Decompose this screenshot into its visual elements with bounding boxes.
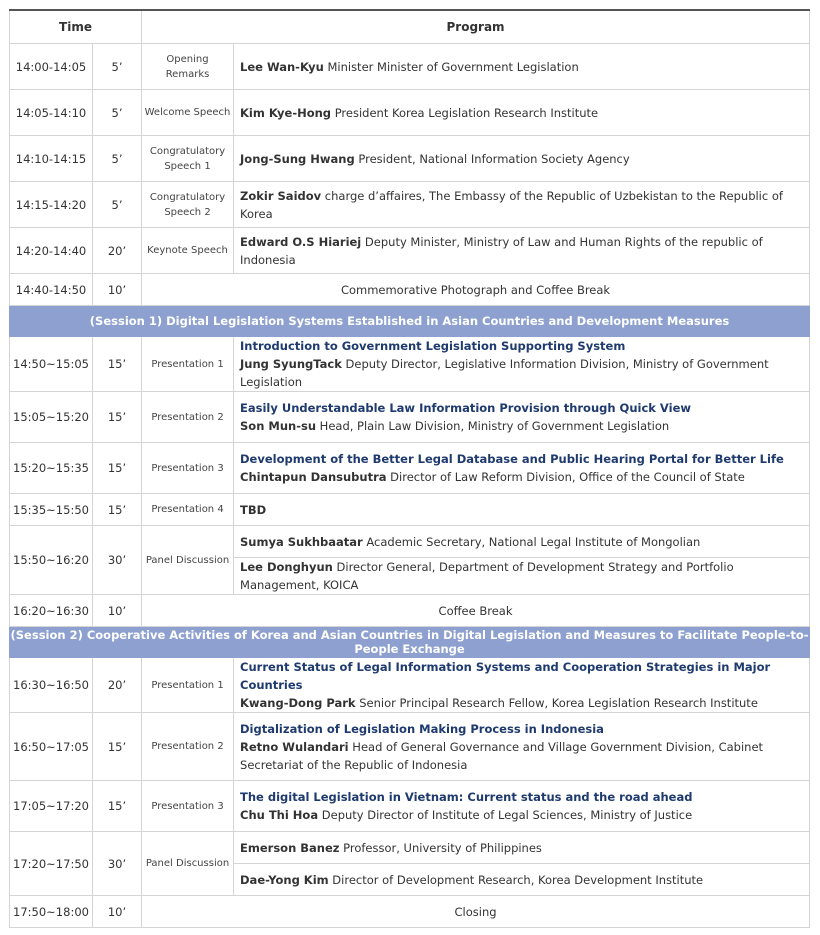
row-program <box>234 526 810 558</box>
row-time: 15:05~15:20 <box>10 392 93 443</box>
header-program: Program <box>142 10 810 44</box>
row-time: 17:20~17:50 <box>10 832 93 896</box>
speaker-role: Director of Development Research, Korea Development Institute <box>328 872 704 887</box>
speaker-role: Senior Principal Research Fellow, Korea Legislation Research Institute <box>355 696 758 710</box>
row-duration: 20’ <box>93 228 142 274</box>
speaker-name: Emerson Banez <box>240 840 340 855</box>
row-time: 14:05-14:10 <box>10 90 93 136</box>
speaker-name: Edward O.S Hiariej <box>240 234 362 249</box>
row-program <box>234 228 810 274</box>
table-row <box>10 274 810 306</box>
row-duration: 5’ <box>93 44 142 90</box>
row-program <box>234 558 810 595</box>
row-program: Coffee Break <box>142 595 810 627</box>
speaker-role: Minister Minister of Government Legislation <box>323 59 579 74</box>
speaker-name: Jung SyungTack <box>240 357 342 371</box>
row-duration: 5’ <box>93 136 142 182</box>
row-type: Welcome Speech <box>142 90 234 136</box>
row-duration: 5’ <box>93 182 142 228</box>
speaker-name: Retno Wulandari <box>240 739 349 754</box>
row-duration: 30’ <box>93 526 142 595</box>
row-program <box>234 832 810 864</box>
row-time: 16:20~16:30 <box>10 595 93 627</box>
row-type: Panel Discussion <box>142 832 234 896</box>
speaker-role: Deputy Director, Legislative Information Division, Ministry of Government Legislation <box>240 357 769 389</box>
speaker-role: Head of General Governance and Village Government Division, Cabinet Secretariat of the Republic of Indonesia <box>240 739 764 772</box>
row-duration: 15’ <box>93 392 142 443</box>
presentation-title: Current Status of Legal Information Systems and Cooperation Strategies in Major Countries <box>240 660 771 692</box>
speaker-role: Deputy Minister, Ministry of Law and Human Rights of the republic of Indonesia <box>240 234 763 267</box>
row-type: Presentation 3 <box>142 443 234 494</box>
presentation-title: Introduction to Government Legislation Supporting System <box>240 339 626 353</box>
table-row <box>10 44 810 90</box>
table-row <box>10 228 810 274</box>
header-time: Time <box>10 10 142 44</box>
row-type: Presentation 1 <box>142 658 234 713</box>
table-row <box>10 658 810 713</box>
row-program <box>234 182 810 228</box>
row-duration: 10’ <box>93 896 142 928</box>
speaker-name: Dae-Yong Kim <box>240 872 329 887</box>
table-row <box>10 713 810 781</box>
table-row <box>10 781 810 832</box>
row-type: Presentation 4 <box>142 494 234 526</box>
program-table <box>9 9 810 928</box>
row-duration: 15’ <box>93 781 142 832</box>
row-duration: 10’ <box>93 595 142 627</box>
row-time: 14:40-14:50 <box>10 274 93 306</box>
speaker-name: Zokir Saidov <box>240 188 322 203</box>
table-row <box>10 443 810 494</box>
row-time: 15:20~15:35 <box>10 443 93 494</box>
row-program <box>234 658 810 713</box>
table-row <box>10 136 810 182</box>
row-time: 15:50~16:20 <box>10 526 93 595</box>
row-time: 16:50~17:05 <box>10 713 93 781</box>
speaker-name: Kim Kye-Hong <box>240 105 332 120</box>
row-duration: 10’ <box>93 274 142 306</box>
tbd-label: TBD <box>240 502 267 517</box>
speaker-role: Academic Secretary, National Legal Institute of Mongolian <box>362 534 701 549</box>
speaker-role: charge d’affaires, The Embassy of the Republic of Uzbekistan to the Republic of Korea <box>240 188 783 221</box>
speaker-name: Chu Thi Hoa <box>240 808 319 822</box>
row-type: Presentation 2 <box>142 392 234 443</box>
row-time: 16:30~16:50 <box>10 658 93 713</box>
row-program <box>234 136 810 182</box>
row-program <box>234 90 810 136</box>
table-row <box>10 494 810 526</box>
speaker-role: President, National Information Society Agency <box>354 151 630 166</box>
speaker-name: Chintapun Dansubutra <box>240 470 387 484</box>
row-time: 14:10-14:15 <box>10 136 93 182</box>
speaker-role: Head, Plain Law Division, Ministry of Government Legislation <box>316 419 670 433</box>
speaker-name: Lee Donghyun <box>240 560 333 574</box>
row-program <box>234 864 810 896</box>
row-type: Panel Discussion <box>142 526 234 595</box>
row-duration: 30’ <box>93 832 142 896</box>
session-title: (Session 2) Cooperative Activities of Korea and Asian Countries in Digital Legislation and Measures to Facilitate People-to-People Exchange <box>10 628 809 656</box>
row-program: Commemorative Photograph and Coffee Break <box>142 274 810 306</box>
row-type: Keynote Speech <box>142 228 234 274</box>
row-time: 14:20-14:40 <box>10 228 93 274</box>
row-type: Congratulatory Speech 2 <box>142 182 234 228</box>
speaker-name: Lee Wan-Kyu <box>240 59 324 74</box>
row-time: 14:15-14:20 <box>10 182 93 228</box>
table-header-row <box>10 10 810 44</box>
row-time: 17:05~17:20 <box>10 781 93 832</box>
session-title: (Session 1) Digital Legislation Systems Established in Asian Countries and Development Measures <box>10 306 810 337</box>
table-row <box>10 595 810 627</box>
session-header-row <box>10 627 810 658</box>
table-row <box>10 182 810 228</box>
speaker-role: Director of Law Reform Division, Office of the Council of State <box>386 470 745 484</box>
row-type: Presentation 2 <box>142 713 234 781</box>
speaker-role: Deputy Director of Institute of Legal Sciences, Ministry of Justice <box>318 808 693 822</box>
row-duration: 15’ <box>93 443 142 494</box>
table-row <box>10 337 810 392</box>
row-type: Presentation 1 <box>142 337 234 392</box>
row-type: Congratulatory Speech 1 <box>142 136 234 182</box>
table-row <box>10 832 810 864</box>
row-program <box>234 713 810 781</box>
presentation-title: Development of the Better Legal Database and Public Hearing Portal for Better Life <box>240 452 784 466</box>
row-program <box>234 337 810 392</box>
speaker-name: Kwang-Dong Park <box>240 696 356 710</box>
row-time: 14:00-14:05 <box>10 44 93 90</box>
row-program <box>234 494 810 526</box>
row-duration: 20’ <box>93 658 142 713</box>
row-program <box>234 781 810 832</box>
speaker-name: Sumya Sukhbaatar <box>240 534 363 549</box>
table-row <box>10 526 810 558</box>
row-program <box>234 44 810 90</box>
row-program: Closing <box>142 896 810 928</box>
row-duration: 15’ <box>93 494 142 526</box>
speaker-role: Professor, University of Philippines <box>339 840 542 855</box>
speaker-name: Jong-Sung Hwang <box>240 151 355 166</box>
row-duration: 15’ <box>93 337 142 392</box>
row-type: Opening Remarks <box>142 44 234 90</box>
row-program <box>234 443 810 494</box>
speaker-role: President Korea Legislation Research Institute <box>331 105 599 120</box>
table-row <box>10 90 810 136</box>
row-duration: 15’ <box>93 713 142 781</box>
row-type: Presentation 3 <box>142 781 234 832</box>
table-row <box>10 896 810 928</box>
presentation-title: Digtalization of Legislation Making Process in Indonesia <box>240 721 604 736</box>
presentation-title: The digital Legislation in Vietnam: Current status and the road ahead <box>240 790 693 804</box>
row-time: 17:50~18:00 <box>10 896 93 928</box>
program-schedule <box>9 9 809 928</box>
session-header-row <box>10 306 810 337</box>
table-row <box>10 392 810 443</box>
row-duration: 5’ <box>93 90 142 136</box>
row-time: 15:35~15:50 <box>10 494 93 526</box>
row-program <box>234 392 810 443</box>
speaker-name: Son Mun-su <box>240 419 317 433</box>
presentation-title: Easily Understandable Law Information Provision through Quick View <box>240 401 691 415</box>
row-time: 14:50~15:05 <box>10 337 93 392</box>
speaker-role: Director General, Department of Development Strategy and Portfolio Management, KOICA <box>240 560 734 592</box>
